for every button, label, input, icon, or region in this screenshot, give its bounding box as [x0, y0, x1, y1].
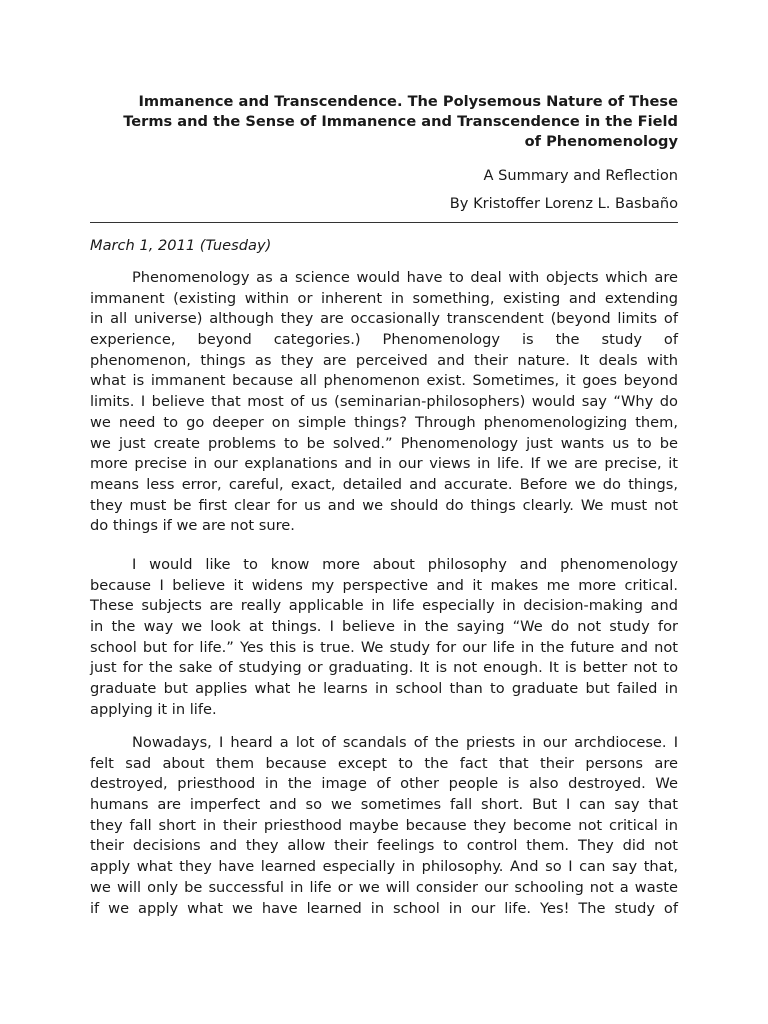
title-line-2: Terms and the Sense of Immanence and Transcendence in the Field [123, 113, 678, 130]
text-line: their decisions and they allow their feelings to control them. They did not [90, 837, 678, 855]
text-line: phenomenon, things as they are perceived and their nature. It deals with [90, 351, 678, 369]
title-line-1: Immanence and Transcendence. The Polysemous Nature of These [138, 93, 678, 110]
entry-date: March 1, 2011 (Tuesday) [90, 237, 272, 254]
text-line: school but for life.” Yes this is true. We study for our life in the future and not [90, 638, 678, 656]
text-line: if we apply what we have learned in school in our life. Yes! The study of [90, 899, 678, 917]
text-line: what is immanent because all phenomenon exist. Sometimes, it goes beyond [90, 372, 678, 390]
text-line: because I believe it widens my perspective and it makes me more critical. [90, 576, 678, 594]
text-line: they must be first clear for us and we should do things clearly. We must not [90, 496, 678, 514]
subtitle: A Summary and Reflection [483, 167, 678, 184]
text-line: we just create problems to be solved.” Phenomenology just wants us to be [90, 434, 678, 452]
text-line: just for the sake of studying or graduating. It is not enough. It is better not to [90, 659, 678, 677]
text-line: destroyed, priesthood in the image of other people is also destroyed. We [90, 775, 678, 793]
text-line: humans are imperfect and so we sometimes fall short. But I can say that [90, 796, 678, 814]
paragraph-1 [90, 268, 678, 537]
text-line: limits. I believe that most of us (seminarian-philosophers) would say “Why do [90, 393, 678, 411]
text-line: apply what they have learned especially in philosophy. And so I can say that, [90, 858, 678, 876]
paragraph-2 [90, 555, 678, 721]
title-line-3: of Phenomenology [524, 133, 678, 150]
text-line: do things if we are not sure. [90, 517, 295, 535]
text-line: Phenomenology as a science would have to deal with objects which are [132, 269, 678, 286]
text-line: we will only be successful in life or we will consider our schooling not a waste [90, 878, 678, 896]
text-line: Nowadays, I heard a lot of scandals of the priests in our archdiocese. I [132, 734, 678, 751]
text-line: we need to go deeper on simple things? Through phenomenologizing them, [90, 413, 678, 431]
text-line: more precise in our explanations and in our views in life. If we are precise, it [90, 455, 678, 473]
text-line: These subjects are really applicable in life especially in decision-making and [90, 597, 678, 615]
text-line: immanent (existing within or inherent in something, existing and extending [90, 289, 678, 307]
text-line: means less error, careful, exact, detailed and accurate. Before we do things, [90, 475, 678, 493]
text-line: felt sad about them because except to the fact that their persons are [90, 754, 678, 772]
author-byline: By Kristoffer Lorenz L. Basbaño [449, 195, 678, 212]
document-header [90, 92, 678, 214]
text-line: I would like to know more about philosophy and phenomenology [132, 556, 678, 573]
text-line: applying it in life. [90, 700, 217, 718]
text-line: in all universe) although they are occasionally transcendent (beyond limits of [90, 310, 678, 328]
text-line: in the way we look at things. I believe in the saying “We do not study for [90, 618, 678, 636]
text-line: graduate but applies what he learns in school than to graduate but failed in [90, 680, 678, 698]
paragraph-3 [90, 733, 678, 919]
text-line: they fall short in their priesthood maybe because they become not critical in [90, 816, 678, 834]
header-divider [90, 222, 678, 223]
text-line: experience, beyond categories.) Phenomenology is the study of [90, 331, 678, 349]
